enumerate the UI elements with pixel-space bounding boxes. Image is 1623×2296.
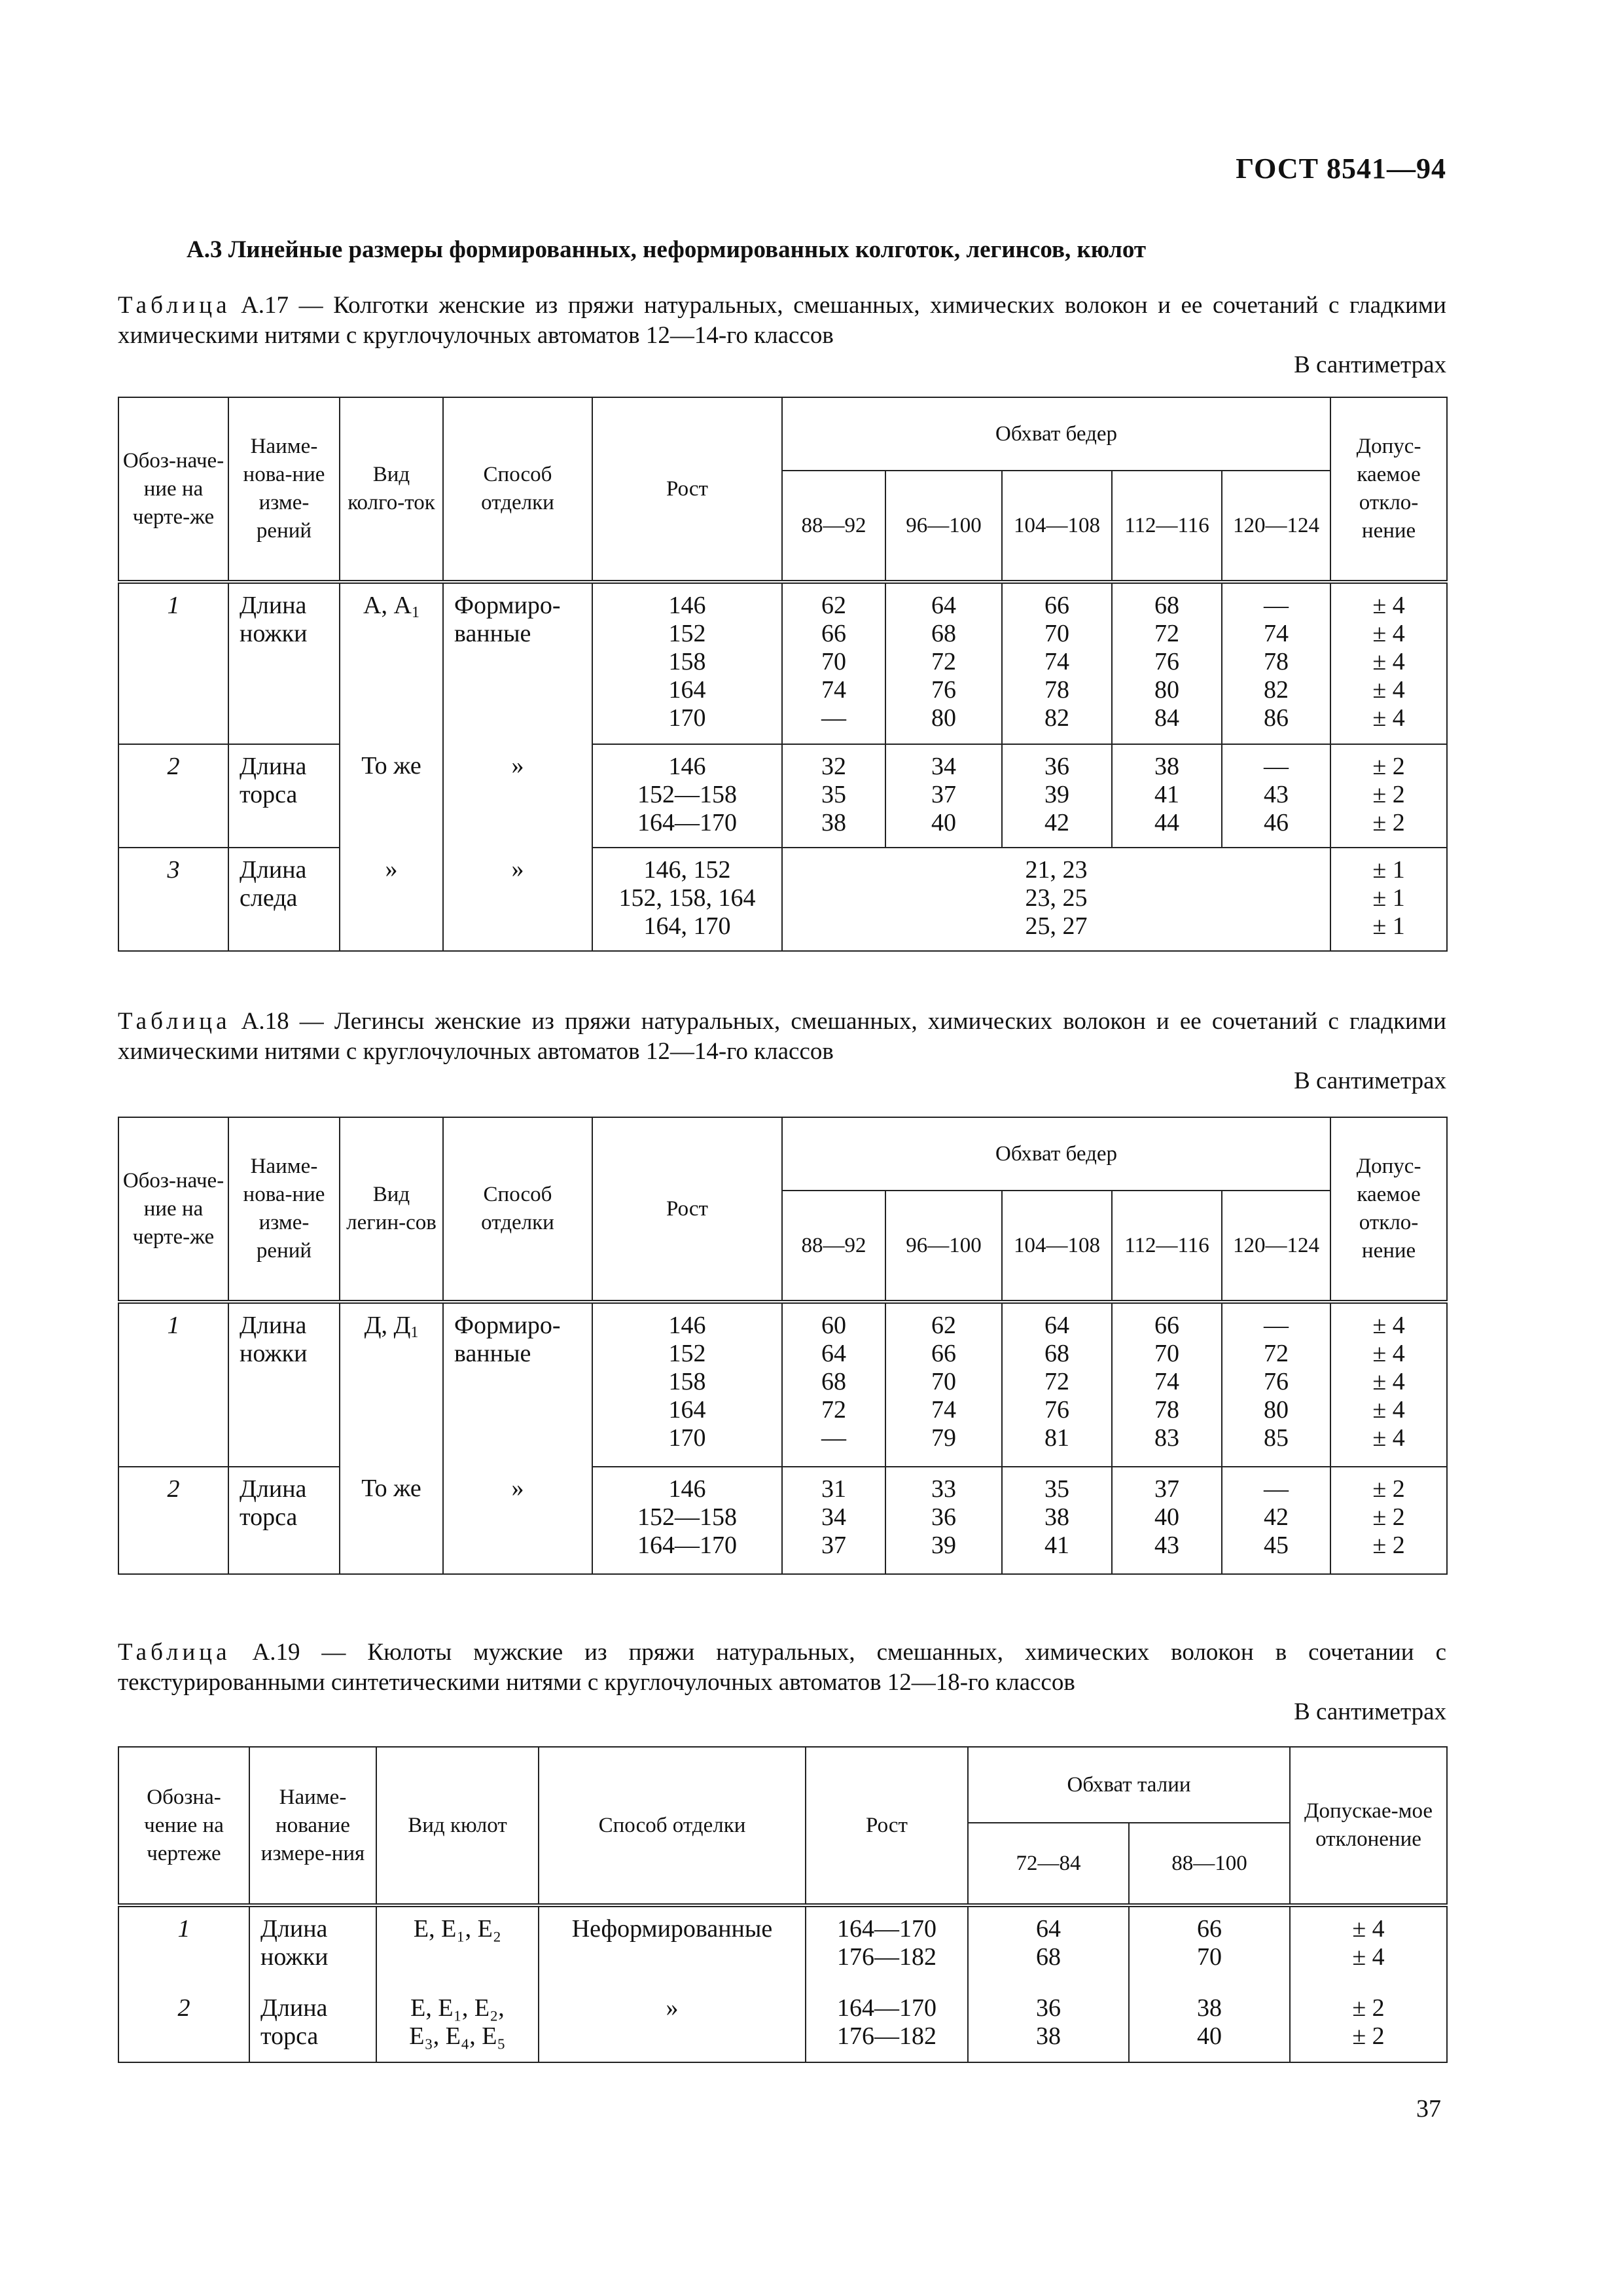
row-heights: 146, 152 152, 158, 164 164, 170 [592, 848, 782, 951]
row-heights: 146 152—158 164—170 [592, 744, 782, 848]
col-header-name: Наиме-нова-ние изме-рений [228, 397, 340, 582]
col-header-group: Обхват бедер [782, 397, 1330, 471]
row-values: 32 35 38 [782, 744, 885, 848]
row-values: 34 37 40 [885, 744, 1002, 848]
col-header-group: Обхват талии [968, 1747, 1290, 1823]
table-row [118, 744, 1447, 848]
col-header-name: Наиме-нова-ние изме-рений [228, 1117, 340, 1302]
row-values: 38 41 44 [1112, 744, 1222, 848]
col-header-kind: Вид кюлот [376, 1747, 539, 1905]
table-row [118, 582, 1447, 744]
row-values: 62 66 70 74 79 [885, 1302, 1002, 1467]
row-name: Длина ножки [228, 1302, 340, 1467]
col-header-size: 104—108 [1002, 471, 1112, 582]
col-header-designation: Обоз-наче-ние на черте-же [118, 397, 228, 582]
table-caption: Таблица А.18 — Легинсы женские из пряжи натуральных, смешанных, химических волокон и ее сочетаний с гладкими химическими нитями с круглочулочных автоматов 12—14-го классов [118, 1008, 1446, 1065]
row-heights: 146 152 158 164 170 [592, 582, 782, 744]
col-header-finish: Способ отделки [539, 1747, 806, 1905]
row-values: 64 68 72 76 80 [885, 582, 1002, 744]
row-name: Длина торса [228, 744, 340, 848]
col-header-height: Рост [592, 397, 782, 582]
row-values: 64 68 [968, 1905, 1129, 1986]
col-header-size: 72—84 [968, 1823, 1129, 1905]
row-tolerance: ± 4 ± 4 [1290, 1905, 1447, 1986]
row-tolerance: ± 2 ± 2 [1290, 1986, 1447, 2062]
row-values: — 74 78 82 86 [1222, 582, 1330, 744]
document-header: ГОСТ 8541—94 [1236, 152, 1446, 185]
row-finish: » [443, 1467, 592, 1574]
col-header-size: 96—100 [885, 1191, 1002, 1302]
row-kind: Д, $Д_1$ [340, 1302, 443, 1467]
row-number: 1 [118, 1905, 249, 1986]
row-tolerance: ± 4 ± 4 ± 4 ± 4 ± 4 [1330, 1302, 1447, 1467]
table-row [118, 848, 1447, 951]
row-values: 68 72 76 80 84 [1112, 582, 1222, 744]
row-finish: Неформированные [539, 1905, 806, 1986]
row-name: Длина следа [228, 848, 340, 951]
row-values: — 72 76 80 85 [1222, 1302, 1330, 1467]
table-row [118, 1302, 1447, 1467]
row-values: 33 36 39 [885, 1467, 1002, 1574]
col-header-designation: Обозна-чение на чертеже [118, 1747, 249, 1905]
table-a18 [118, 1117, 1448, 1575]
row-values: 35 38 41 [1002, 1467, 1112, 1574]
row-kind: Е, Е₁, Е₂, Е₃, Е₄, Е₅ [376, 1986, 539, 2062]
col-header-height: Рост [806, 1747, 968, 1905]
table-caption: Таблица А.19 — Кюлоты мужские из пряжи натуральных, смешанных, химических волокон в сочетании с текстурированными синтетическими нитями с круглочулочных автоматов 12—18-го классов [118, 1639, 1446, 1696]
row-heights: 164—170 176—182 [806, 1905, 968, 1986]
row-finish: » [443, 848, 592, 951]
row-values: — 42 45 [1222, 1467, 1330, 1574]
col-header-tolerance: Допускае-мое отклонение [1290, 1747, 1447, 1905]
row-tolerance: ± 2 ± 2 ± 2 [1330, 1467, 1447, 1574]
row-kind: Е, Е₁, Е₂ [376, 1905, 539, 1986]
units-label: В сантиметрах [1294, 1698, 1446, 1725]
row-values: 31 34 37 [782, 1467, 885, 1574]
col-header-name: Наиме-нование измере-ния [249, 1747, 376, 1905]
row-values: — 43 46 [1222, 744, 1330, 848]
row-number: 1 [118, 1302, 228, 1467]
row-finish: » [443, 744, 592, 848]
row-finish: » [539, 1986, 806, 2062]
section-title: А.3 Линейные размеры формированных, неформированных колготок, легинсов, кюлот [187, 236, 1147, 263]
col-header-height: Рост [592, 1117, 782, 1302]
col-header-size: 104—108 [1002, 1191, 1112, 1302]
row-merged-values: 21, 23 23, 25 25, 27 [782, 848, 1330, 951]
row-values: 37 40 43 [1112, 1467, 1222, 1574]
row-finish: Формиро-ванные [443, 1302, 592, 1467]
page-number: 37 [1416, 2095, 1441, 2123]
col-header-kind: Вид колго-ток [340, 397, 443, 582]
col-header-finish: Способ отделки [443, 397, 592, 582]
table-row [118, 1467, 1447, 1574]
row-heights: 146 152 158 164 170 [592, 1302, 782, 1467]
table-a19 [118, 1746, 1448, 2063]
row-number: 2 [118, 744, 228, 848]
row-values: 66 70 74 78 82 [1002, 582, 1112, 744]
row-name: Длина торса [228, 1467, 340, 1574]
row-kind: А, $А_1$ [340, 582, 443, 744]
row-number: 2 [118, 1467, 228, 1574]
row-values: 38 40 [1129, 1986, 1290, 2062]
row-tolerance: ± 4 ± 4 ± 4 ± 4 ± 4 [1330, 582, 1447, 744]
col-header-finish: Способ отделки [443, 1117, 592, 1302]
table-caption: Таблица А.17 — Колготки женские из пряжи натуральных, смешанных, химических волокон и ее сочетаний с гладкими химическими нитями с круглочулочных автоматов 12—14-го классов [118, 292, 1446, 349]
col-header-size: 96—100 [885, 471, 1002, 582]
row-heights: 146 152—158 164—170 [592, 1467, 782, 1574]
row-kind: » [340, 848, 443, 951]
col-header-tolerance: Допус-каемое откло-нение [1330, 1117, 1447, 1302]
row-values: 62 66 70 74 — [782, 582, 885, 744]
col-header-size: 120—124 [1222, 1191, 1330, 1302]
row-finish: Формиро-ванные [443, 582, 592, 744]
col-header-size: 88—100 [1129, 1823, 1290, 1905]
col-header-size: 112—116 [1112, 471, 1222, 582]
col-header-group: Обхват бедер [782, 1117, 1330, 1191]
row-values: 66 70 [1129, 1905, 1290, 1986]
units-label: В сантиметрах [1294, 351, 1446, 378]
table-row [118, 1905, 1447, 1986]
row-number: 3 [118, 848, 228, 951]
row-tolerance: ± 1 ± 1 ± 1 [1330, 848, 1447, 951]
row-tolerance: ± 2 ± 2 ± 2 [1330, 744, 1447, 848]
row-number: 1 [118, 582, 228, 744]
row-heights: 164—170 176—182 [806, 1986, 968, 2062]
units-label: В сантиметрах [1294, 1067, 1446, 1094]
row-kind: То же [340, 744, 443, 848]
row-kind: То же [340, 1467, 443, 1574]
row-values: 66 70 74 78 83 [1112, 1302, 1222, 1467]
col-header-designation: Обоз-наче-ние на черте-же [118, 1117, 228, 1302]
row-values: 64 68 72 76 81 [1002, 1302, 1112, 1467]
row-number: 2 [118, 1986, 249, 2062]
table-row [118, 1986, 1447, 2062]
row-values: 36 39 42 [1002, 744, 1112, 848]
col-header-size: 88—92 [782, 471, 885, 582]
row-values: 36 38 [968, 1986, 1129, 2062]
row-name: Длина ножки [249, 1905, 376, 1986]
row-name: Длина ножки [228, 582, 340, 744]
col-header-size: 120—124 [1222, 471, 1330, 582]
row-name: Длина торса [249, 1986, 376, 2062]
table-a17 [118, 397, 1448, 952]
col-header-kind: Вид легин-сов [340, 1117, 443, 1302]
col-header-size: 112—116 [1112, 1191, 1222, 1302]
col-header-tolerance: Допус-каемое откло-нение [1330, 397, 1447, 582]
row-values: 60 64 68 72 — [782, 1302, 885, 1467]
col-header-size: 88—92 [782, 1191, 885, 1302]
